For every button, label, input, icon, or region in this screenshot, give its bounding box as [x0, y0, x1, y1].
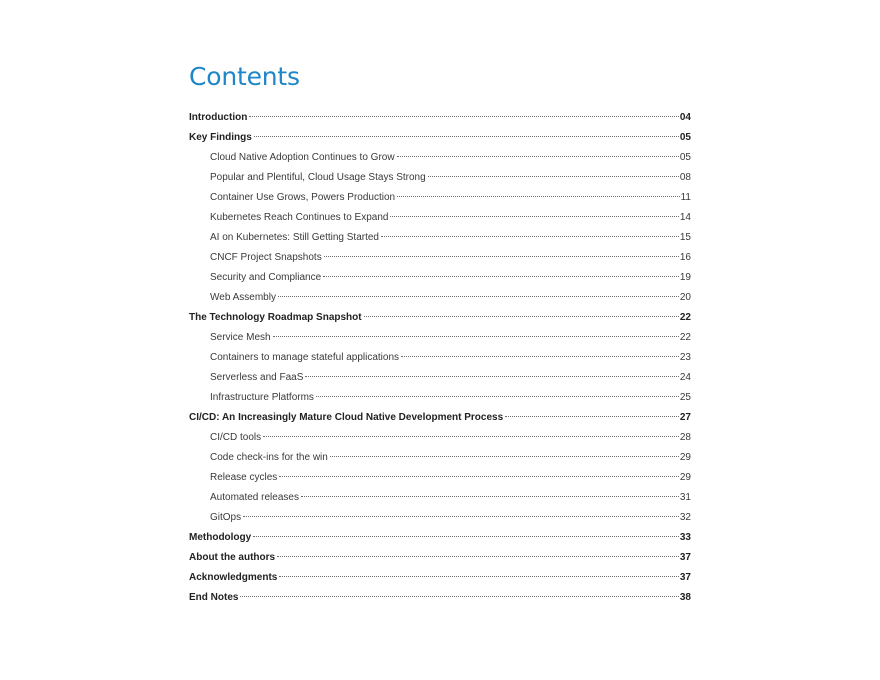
dot-leader: [305, 376, 678, 377]
dot-leader: [381, 236, 679, 237]
toc-entry-label: Kubernetes Reach Continues to Expand: [210, 212, 389, 223]
toc-subentry[interactable]: [189, 368, 691, 388]
toc-entry[interactable]: [189, 548, 691, 568]
toc-entry[interactable]: [189, 108, 691, 128]
toc-page-number: 28: [679, 432, 691, 443]
toc-entry-label: Cloud Native Adoption Continues to Grow: [210, 152, 395, 163]
toc-entry-label: Popular and Plentiful, Cloud Usage Stays Strong: [210, 172, 426, 183]
toc-page-number: 11: [680, 192, 691, 203]
dot-leader: [401, 356, 679, 357]
toc-page-number: 04: [679, 112, 691, 123]
toc-entry-label: CNCF Project Snapshots: [210, 252, 322, 263]
toc-entry-label: CI/CD: An Increasingly Mature Cloud Native Development Process: [189, 412, 504, 423]
toc-page-number: 08: [679, 172, 691, 183]
toc-page-number: 19: [679, 272, 691, 283]
dot-leader: [273, 336, 679, 337]
toc-subentry[interactable]: [189, 428, 691, 448]
toc-page-number: 05: [679, 132, 691, 143]
toc-page-number: 29: [679, 452, 691, 463]
toc-entry-label: Container Use Grows, Powers Production: [210, 192, 396, 203]
toc-subentry[interactable]: [189, 468, 691, 488]
toc-subentry[interactable]: [189, 388, 691, 408]
dot-leader: [324, 256, 679, 257]
toc-page-number: 20: [679, 292, 691, 303]
dot-leader: [428, 176, 679, 177]
toc-page-number: 14: [679, 212, 691, 223]
toc-entry[interactable]: [189, 308, 691, 328]
dot-leader: [323, 276, 679, 277]
toc-page-number: 24: [679, 372, 691, 383]
toc-subentry[interactable]: [189, 348, 691, 368]
dot-leader: [301, 496, 679, 497]
toc-page-number: 16: [679, 252, 691, 263]
toc-subentry[interactable]: [189, 288, 691, 308]
dot-leader: [505, 416, 679, 417]
dot-leader: [277, 556, 679, 557]
dot-leader: [249, 116, 679, 117]
dot-leader: [397, 156, 679, 157]
toc-entry-label: Release cycles: [210, 472, 278, 483]
toc-subentry[interactable]: [189, 248, 691, 268]
toc-entry-label: Infrastructure Platforms: [210, 392, 314, 403]
dot-leader: [279, 476, 679, 477]
toc-page-number: 31: [679, 492, 691, 503]
toc-subentry[interactable]: [189, 188, 691, 208]
toc-entry-label: Serverless and FaaS: [210, 372, 304, 383]
toc-entry[interactable]: [189, 128, 691, 148]
toc-page-number: 33: [679, 532, 691, 543]
toc-page-number: 32: [679, 512, 691, 523]
toc-subentry[interactable]: [189, 268, 691, 288]
toc-page-number: 27: [679, 412, 691, 423]
dot-leader: [390, 216, 678, 217]
toc-entry-label: About the authors: [189, 552, 276, 563]
toc-subentry[interactable]: [189, 488, 691, 508]
dot-leader: [316, 396, 679, 397]
dot-leader: [397, 196, 680, 197]
dot-leader: [254, 136, 679, 137]
page-title: Contents: [189, 62, 300, 91]
toc-subentry[interactable]: [189, 508, 691, 528]
toc-page-number: 37: [679, 572, 691, 583]
toc-entry-label: Containers to manage stateful applications: [210, 352, 400, 363]
toc-entry-label: Methodology: [189, 532, 252, 543]
toc-entry-label: Web Assembly: [210, 292, 276, 303]
dot-leader: [263, 436, 679, 437]
toc-entry-label: Automated releases: [210, 492, 299, 503]
toc-entry-label: Service Mesh: [210, 332, 271, 343]
toc-entry-label: End Notes: [189, 592, 239, 603]
dot-leader: [278, 296, 679, 297]
toc-entry[interactable]: [189, 568, 691, 588]
toc-entry-label: AI on Kubernetes: Still Getting Started: [210, 232, 379, 243]
toc-subentry[interactable]: [189, 208, 691, 228]
toc-entry-label: Acknowledgments: [189, 572, 278, 583]
toc-subentry[interactable]: [189, 448, 691, 468]
toc-page-number: 05: [679, 152, 691, 163]
toc-page-number: 22: [679, 332, 691, 343]
toc-page-number: 22: [679, 312, 691, 323]
dot-leader: [240, 596, 678, 597]
toc-page-number: 37: [679, 552, 691, 563]
toc-subentry[interactable]: [189, 148, 691, 168]
toc-entry-label: The Technology Roadmap Snapshot: [189, 312, 362, 323]
toc-page-number: 15: [679, 232, 691, 243]
toc-entry[interactable]: [189, 588, 691, 608]
toc-page-number: 25: [679, 392, 691, 403]
dot-leader: [243, 516, 679, 517]
toc-entry-label: Security and Compliance: [210, 272, 322, 283]
toc-subentry[interactable]: [189, 228, 691, 248]
dot-leader: [364, 316, 679, 317]
dot-leader: [253, 536, 679, 537]
toc-page-number: 38: [679, 592, 691, 603]
toc-page-number: 29: [679, 472, 691, 483]
toc-entry-label: CI/CD tools: [210, 432, 262, 443]
toc-entry-label: GitOps: [210, 512, 242, 523]
toc-entry-label: Introduction: [189, 112, 248, 123]
toc-entry[interactable]: [189, 528, 691, 548]
toc-subentry[interactable]: [189, 168, 691, 188]
table-of-contents: [189, 108, 691, 608]
toc-entry-label: Code check-ins for the win: [210, 452, 328, 463]
toc-subentry[interactable]: [189, 328, 691, 348]
dot-leader: [279, 576, 679, 577]
toc-page-number: 23: [679, 352, 691, 363]
toc-entry-label: Key Findings: [189, 132, 252, 143]
dot-leader: [330, 456, 679, 457]
toc-entry[interactable]: [189, 408, 691, 428]
